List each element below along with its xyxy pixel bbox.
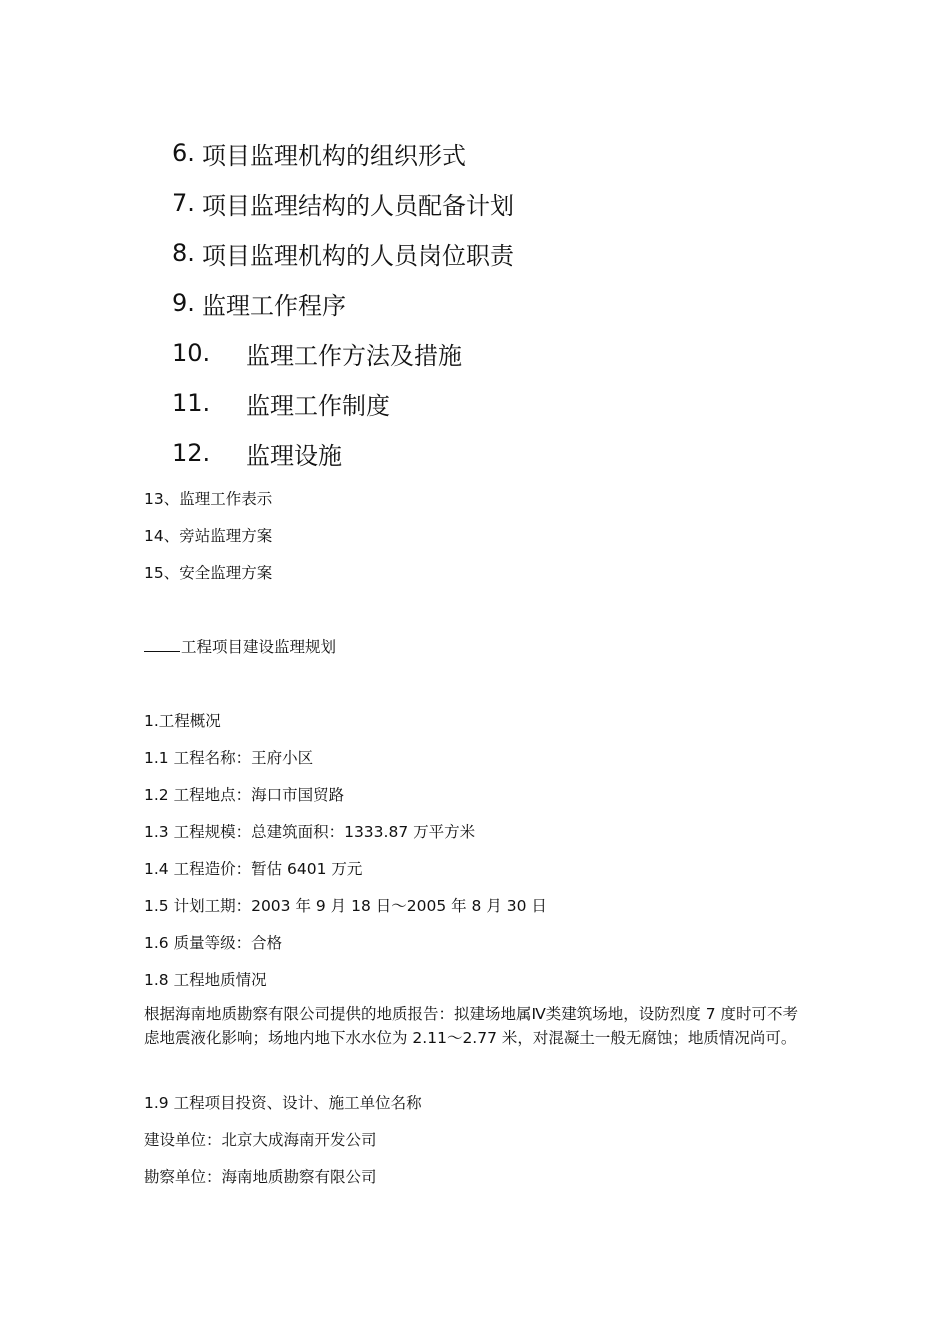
toc-item-text: 监理设施 [246,441,342,470]
toc-item-number: 6. [172,139,195,167]
owner-unit: 建设单位：北京大成海南开发公司 [144,1131,377,1149]
toc-large-list [172,128,514,478]
document-title-text: 工程项目建设监理规划 [181,638,337,656]
document-title [144,635,336,657]
toc-item-text: 监理工作程序 [202,291,346,320]
units-heading: 1.9 工程项目投资、设计、施工单位名称 [144,1094,422,1112]
project-name: 1.1 工程名称：王府小区 [144,749,314,767]
project-cost: 1.4 工程造价：暂估 6401 万元 [144,860,363,878]
toc-item-text: 项目监理机构的人员岗位职责 [202,241,514,270]
toc-item-10 [172,328,514,378]
toc-item-text: 项目监理机构的组织形式 [202,141,466,170]
toc-item-text: 监理工作制度 [246,391,390,420]
toc-item-9 [172,278,514,328]
geology-heading: 1.8 工程地质情况 [144,971,267,989]
toc-item-13: 13、监理工作表示 [144,490,273,508]
project-schedule: 1.5 计划工期：2003 年 9 月 18 日～2005 年 8 月 30 日 [144,897,547,915]
toc-item-11 [172,378,514,428]
geology-paragraph: 根据海南地质勘察有限公司提供的地质报告：拟建场地属Ⅳ类建筑场地，设防烈度 7 度时可不考虑地震液化影响；场地内地下水水位为 2.11～2.77 米，对混凝土一般无腐蚀；地质情况尚可。 [144,1005,799,1047]
toc-item-7 [172,178,514,228]
toc-item-number: 10. [172,339,211,367]
toc-item-6 [172,128,514,178]
toc-item-15: 15、安全监理方案 [144,564,273,582]
title-blank-underline [144,637,180,652]
toc-item-number: 8. [172,239,195,267]
toc-item-14: 14、旁站监理方案 [144,527,273,545]
toc-item-number: 11. [172,389,211,417]
survey-unit: 勘察单位：海南地质勘察有限公司 [144,1168,377,1186]
toc-item-number: 12. [172,439,211,467]
quality-grade: 1.6 质量等级：合格 [144,934,283,952]
toc-item-text: 监理工作方法及措施 [246,341,462,370]
section-heading: 1.工程概况 [144,712,221,730]
project-scale: 1.3 工程规模：总建筑面积：1333.87 万平方米 [144,823,476,841]
toc-item-text: 项目监理结构的人员配备计划 [202,191,514,220]
project-location: 1.2 工程地点：海口市国贸路 [144,786,345,804]
toc-item-number: 7. [172,189,195,217]
toc-item-8 [172,228,514,278]
toc-item-12 [172,428,514,478]
toc-item-number: 9. [172,289,195,317]
